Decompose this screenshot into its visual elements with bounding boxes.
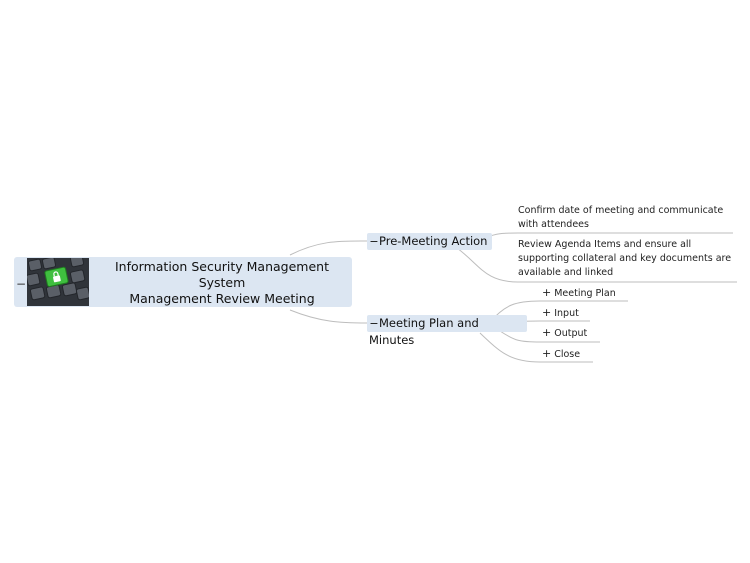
keyboard-lock-key-image xyxy=(27,258,89,306)
child-input[interactable] xyxy=(542,307,579,320)
connector-root-to-meeting-plan xyxy=(290,310,367,323)
child-label: Output xyxy=(554,328,588,339)
note-confirm-date[interactable] xyxy=(518,204,733,232)
expand-icon[interactable]: + xyxy=(542,347,552,360)
child-output[interactable] xyxy=(542,327,587,340)
expand-icon[interactable]: + xyxy=(542,286,552,299)
child-label: Input xyxy=(554,308,579,319)
connector-pre-to-note1 xyxy=(490,233,733,236)
child-close[interactable] xyxy=(542,348,580,361)
note-line: available and linked xyxy=(518,267,614,278)
branch-label: Pre-Meeting Action xyxy=(379,234,488,248)
root-title-line-1: Information Security Management System xyxy=(115,259,329,290)
root-title[interactable] xyxy=(92,259,352,307)
note-review-agenda[interactable] xyxy=(518,238,733,280)
collapse-icon[interactable]: − xyxy=(369,317,379,330)
expand-icon[interactable]: + xyxy=(542,306,552,319)
child-label: Close xyxy=(554,349,581,360)
note-line: with attendees xyxy=(518,219,589,230)
child-label: Meeting Plan xyxy=(554,288,616,299)
connector-root-to-pre-meeting xyxy=(290,241,367,255)
branch-meeting-plan-and-minutes[interactable] xyxy=(367,315,527,347)
collapse-icon[interactable]: − xyxy=(369,235,379,248)
root-title-line-2: Management Review Meeting xyxy=(129,291,315,306)
branch-label: Meeting Plan and Minutes xyxy=(369,316,479,347)
note-line: Review Agenda Items and ensure all xyxy=(518,239,692,250)
branch-pre-meeting-action[interactable] xyxy=(367,233,492,250)
child-meeting-plan[interactable] xyxy=(542,287,616,300)
note-line: supporting collateral and key documents are xyxy=(518,253,732,264)
root-collapse-toggle[interactable]: − xyxy=(16,277,27,291)
expand-icon[interactable]: + xyxy=(542,326,552,339)
note-line: Confirm date of meeting and communicate xyxy=(518,205,724,216)
